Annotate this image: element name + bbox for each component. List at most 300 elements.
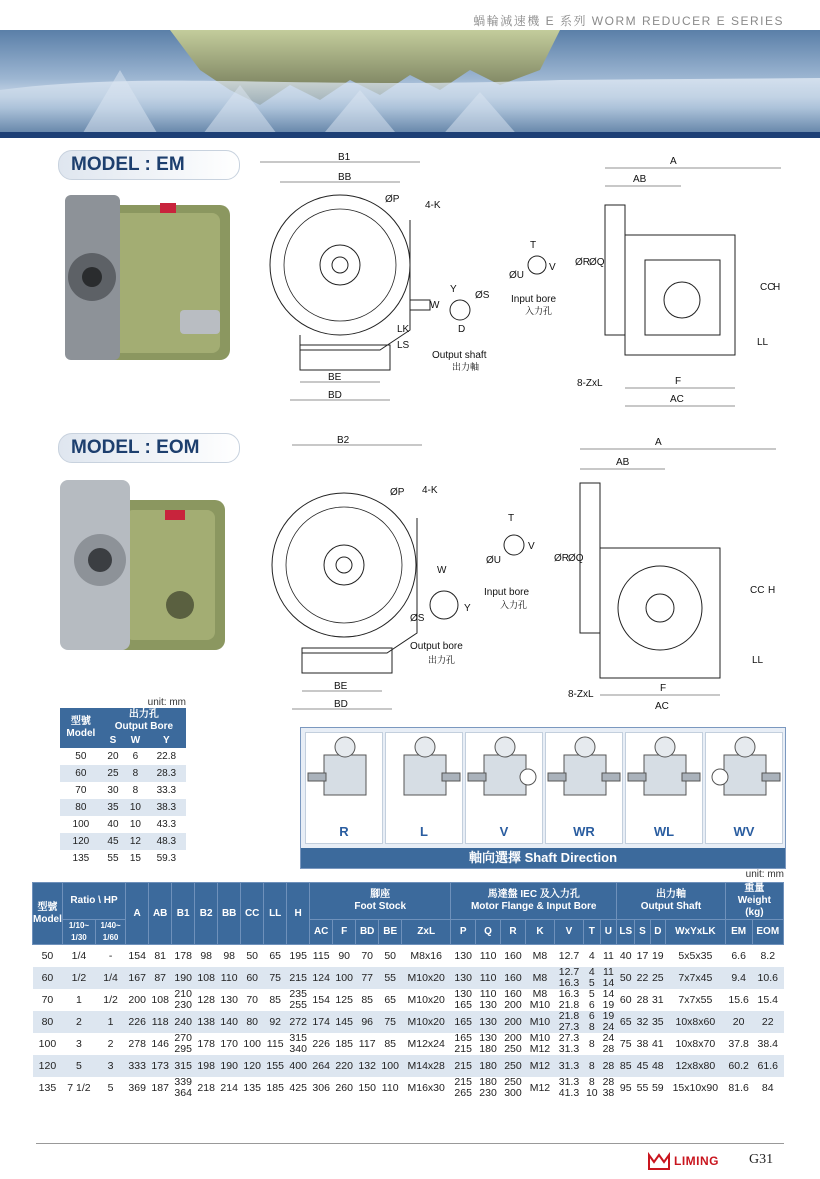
- direction-wr-icon: [546, 733, 622, 813]
- specification-table: [32, 882, 784, 1099]
- spec-table-cell: 65: [384, 993, 397, 1006]
- spec-table-cell: 167: [126, 967, 149, 989]
- spec-table-cell: 115: [266, 1037, 284, 1050]
- subheader-shaft-0: LS: [617, 920, 635, 945]
- lbl-zxl-eom: 8-ZxL: [568, 689, 594, 700]
- lbl-y-eom: Y: [464, 603, 471, 614]
- spec-table-cell: 100: [38, 1037, 57, 1050]
- spec-table-cell: 98: [223, 949, 236, 962]
- spec-table-cell: 146: [151, 1037, 169, 1050]
- spec-table-cell: 9.4: [725, 967, 752, 989]
- bore-table-cell: 80: [60, 799, 102, 816]
- spec-table-cell: 190: [218, 1055, 241, 1077]
- spec-table-cell: 90: [338, 949, 351, 962]
- lbl-input-bore-cn: 入力孔: [525, 307, 553, 317]
- spec-table-cell: 19: [651, 949, 664, 962]
- spec-table-row: [33, 967, 784, 989]
- lbl-lk: LK: [397, 324, 410, 335]
- hdr-b2: B2: [195, 883, 218, 945]
- spec-table-cell: 8.2: [760, 949, 776, 962]
- main-table-unit: unit: mm: [745, 869, 784, 880]
- bore-table-row: [60, 748, 186, 765]
- direction-wv-icon: [706, 733, 782, 813]
- spec-table-cell: 85: [617, 1055, 635, 1077]
- spec-table-cell: M8: [525, 967, 554, 989]
- subheader-foot-4: ZxL: [402, 920, 451, 945]
- spec-table-cell: 240: [172, 1011, 195, 1033]
- direction-v-icon: [466, 733, 542, 813]
- subheader-foot-2: BD: [356, 920, 379, 945]
- spec-table-cell: 120: [33, 1055, 63, 1077]
- spec-table-cell: 140: [218, 1011, 241, 1033]
- spec-table-cell: 1/2: [62, 967, 95, 989]
- spec-table-cell: 125: [335, 993, 353, 1006]
- lbl-b2: B2: [337, 435, 350, 446]
- lbl-input-bore-eom-cn: 入力孔: [500, 601, 528, 611]
- spec-table-cell: 8 10: [585, 1076, 598, 1099]
- direction-l-label: L: [420, 824, 428, 839]
- spec-table-cell: 400: [287, 1055, 310, 1077]
- bore-table-cell: 12: [124, 833, 146, 850]
- spec-table-cell: 80: [241, 1011, 264, 1033]
- direction-wr-label: WR: [573, 824, 595, 839]
- spec-table-cell: 5: [62, 1055, 95, 1077]
- direction-wl-icon: [626, 733, 702, 813]
- lbl-ll-eom: LL: [752, 655, 764, 666]
- eom-gearbox-photo: [55, 470, 235, 675]
- spec-table-cell: 28 38: [602, 1076, 615, 1099]
- direction-wl-label: WL: [653, 824, 675, 839]
- bore-table-cell: 38.3: [147, 799, 186, 816]
- spec-table-cell: 174: [310, 1011, 333, 1033]
- spec-table-cell: 50: [384, 949, 397, 962]
- spec-table-cell: 55: [379, 967, 402, 989]
- spec-table-cell: 70: [246, 993, 259, 1006]
- bore-table-cell: 135: [72, 853, 90, 864]
- spec-table-cell: 135: [243, 1081, 261, 1094]
- lbl-v: V: [549, 262, 556, 273]
- spec-table-cell: 214: [220, 1081, 238, 1094]
- lbl-bd-eom: BD: [334, 699, 348, 710]
- section-title-em-text: MODEL : EM: [71, 154, 185, 175]
- bore-table-cell: 20: [107, 751, 119, 762]
- lbl-ll: LL: [757, 337, 769, 348]
- bore-table-cell: 30: [107, 785, 119, 796]
- spec-table-cell: 45: [635, 1055, 650, 1077]
- hdr-ratio-b: 1/40~ 1/60: [96, 920, 126, 945]
- spec-table-cell: 12.7 16.3: [554, 967, 583, 989]
- bore-table-cell: 8: [124, 765, 146, 782]
- spec-table-cell: 160: [501, 967, 526, 989]
- spec-table-cell: 130: [220, 993, 238, 1006]
- spec-table-cell: 59: [651, 1081, 664, 1094]
- lbl-4k: 4-K: [425, 200, 441, 211]
- spec-table-cell: 260: [335, 1081, 353, 1094]
- spec-table-cell: 170: [220, 1037, 238, 1050]
- spec-table-cell: 85: [361, 993, 374, 1006]
- lbl-h-eom: H: [768, 585, 776, 596]
- spec-table-cell: 120: [241, 1055, 264, 1077]
- hdr-bb: BB: [218, 883, 241, 945]
- spec-table-cell: 60: [241, 967, 264, 989]
- spec-table-row: [33, 945, 784, 968]
- bore-table-cell: 70: [75, 785, 87, 796]
- spec-table-cell: 178: [174, 949, 192, 962]
- eom-front-drawing: [262, 433, 502, 718]
- spec-table-cell: 272: [287, 1011, 310, 1033]
- lbl-s: ØS: [475, 290, 490, 301]
- banner-stripe: [0, 132, 820, 138]
- spec-table-cell: 306: [312, 1081, 330, 1094]
- section-title-eom: [58, 433, 240, 463]
- direction-option-wl: [625, 732, 703, 844]
- lbl-u: ØU: [509, 270, 524, 281]
- spec-table-cell: 60: [33, 967, 63, 989]
- spec-table-cell: 14 19: [602, 988, 615, 1011]
- spec-table-cell: 315 340: [289, 1032, 307, 1055]
- lbl-s-eom: ØS: [410, 613, 425, 624]
- spec-table-cell: 108: [151, 993, 169, 1006]
- spec-table-cell: 81: [154, 949, 167, 962]
- bore-table-cell: 10: [124, 799, 146, 816]
- bore-table-cell: 35: [102, 799, 124, 816]
- spec-table-cell: 108: [195, 967, 218, 989]
- lbl-p-eom: ØP: [390, 487, 405, 498]
- lbl-4k-eom: 4-K: [422, 485, 438, 496]
- lbl-cc-eom: CC: [750, 585, 765, 596]
- spec-table-cell: 7 1/2: [67, 1081, 91, 1094]
- direction-r-label: R: [339, 824, 349, 839]
- subheader-foot-0: AC: [310, 920, 333, 945]
- spec-table-cell: 180 230: [479, 1076, 497, 1099]
- lbl-a: A: [670, 156, 677, 167]
- spec-table-cell: 110: [479, 949, 497, 962]
- spec-table-cell: 21.8 27.3: [554, 1011, 583, 1033]
- spec-table-cell: 28: [636, 993, 649, 1006]
- spec-table-cell: 110: [218, 967, 241, 989]
- spec-table-cell: 250: [501, 1055, 526, 1077]
- spec-table-cell: 250 300: [504, 1076, 522, 1099]
- spec-table-cell: 61.6: [752, 1055, 783, 1077]
- spec-table-cell: 35: [650, 1011, 665, 1033]
- lbl-output-bore: Output bore: [410, 641, 463, 652]
- lbl-cc: CC: [760, 282, 775, 293]
- spec-table-cell: 235 255: [289, 988, 307, 1011]
- footer-divider: [36, 1143, 784, 1144]
- output-bore-table: [60, 697, 186, 867]
- direction-wv-label: WV: [733, 824, 755, 839]
- spec-table-cell: 2: [107, 1037, 114, 1050]
- subheader-motor-5: T: [583, 920, 600, 945]
- hdr-cc: CC: [241, 883, 264, 945]
- bore-table-cell: 59.3: [156, 853, 177, 864]
- spec-table-cell: 155: [264, 1055, 287, 1077]
- hdr-output-shaft: 出力軸 Output Shaft: [617, 883, 726, 920]
- spec-table-cell: 200: [128, 993, 146, 1006]
- spec-table-cell: 185: [266, 1081, 284, 1094]
- direction-option-v: [465, 732, 543, 844]
- spec-table-cell: 215: [451, 1055, 476, 1077]
- spec-table-cell: 40: [619, 949, 632, 962]
- lbl-r-eom: ØR: [554, 553, 569, 564]
- spec-table-cell: M8 M10: [529, 988, 551, 1011]
- lbl-bb: BB: [338, 172, 352, 183]
- spec-table-cell: 130: [476, 1011, 501, 1033]
- spec-table-cell: 22: [635, 967, 650, 989]
- spec-table-cell: 178: [197, 1037, 215, 1050]
- lbl-t: T: [530, 240, 537, 251]
- spec-table-cell: M10 M12: [529, 1032, 551, 1055]
- bore-table-row: [60, 765, 186, 782]
- spec-table-cell: 1: [76, 993, 82, 1006]
- lbl-output-bore-cn: 出力孔: [428, 656, 456, 666]
- spec-table-cell: 5x5x35: [678, 949, 713, 962]
- spec-table-cell: 70: [361, 949, 374, 962]
- spec-table-cell: 37.8: [728, 1037, 749, 1050]
- lbl-w-eom: W: [437, 565, 447, 576]
- spec-table-cell: 160: [504, 949, 522, 962]
- bore-table-cell: 43.3: [156, 819, 177, 830]
- spec-table-cell: 195: [289, 949, 307, 962]
- direction-option-wv: [705, 732, 783, 844]
- spec-table-cell: 315: [172, 1055, 195, 1077]
- subheader-motor-3: K: [525, 920, 554, 945]
- bore-group-header: 出力孔 Output Bore: [102, 708, 186, 734]
- lbl-q-eom: ØQ: [568, 553, 584, 564]
- lbl-be: BE: [328, 372, 342, 383]
- spec-table-row: [33, 1011, 784, 1033]
- worm-gear-graphic: [0, 30, 820, 138]
- bore-col-w: W: [124, 734, 146, 748]
- spec-table-cell: M8: [532, 949, 548, 962]
- spec-table-cell: 12x8x80: [665, 1055, 725, 1077]
- hdr-ll: LL: [264, 883, 287, 945]
- spec-table-cell: 218: [197, 1081, 215, 1094]
- spec-table-cell: 31.3 41.3: [558, 1076, 580, 1099]
- hdr-ratio-a: 1/10~ 1/30: [62, 920, 95, 945]
- bore-table-cell: 10: [129, 819, 141, 830]
- lbl-a-eom: A: [655, 437, 662, 448]
- spec-table-cell: 8: [588, 1037, 595, 1050]
- lbl-be-eom: BE: [334, 681, 348, 692]
- lbl-ab-eom: AB: [616, 457, 630, 468]
- spec-table-cell: 27.3 31.3: [558, 1032, 580, 1055]
- spec-table-cell: 425: [289, 1081, 307, 1094]
- bore-table-cell: 33.3: [156, 785, 177, 796]
- subheader-motor-0: P: [451, 920, 476, 945]
- spec-table-cell: 41: [651, 1037, 664, 1050]
- spec-table-cell: M16x30: [407, 1081, 445, 1094]
- spec-table-row: [33, 1055, 784, 1077]
- spec-table-cell: 85: [269, 993, 282, 1006]
- spec-table-cell: 165: [451, 1011, 476, 1033]
- spec-table-cell: 180: [476, 1055, 501, 1077]
- spec-table-cell: 128: [197, 993, 215, 1006]
- spec-table-cell: 333: [126, 1055, 149, 1077]
- spec-table-cell: 270 295: [174, 1032, 192, 1055]
- spec-table-cell: 38: [636, 1037, 649, 1050]
- spec-table-cell: 198: [195, 1055, 218, 1077]
- bore-table-row: [60, 833, 186, 850]
- spec-table-cell: 165 215: [454, 1032, 472, 1055]
- spec-table-cell: 1/4: [71, 949, 87, 962]
- bore-col-s: S: [102, 734, 124, 748]
- em-gearbox-photo: [60, 185, 240, 390]
- spec-table-cell: 7x7x45: [665, 967, 725, 989]
- spec-table-cell: 210 230: [174, 988, 192, 1011]
- spec-table-cell: 110 130: [479, 988, 497, 1011]
- spec-table-cell: 11: [602, 949, 614, 962]
- spec-table-cell: 2: [62, 1011, 95, 1033]
- spec-table-cell: 10.6: [752, 967, 783, 989]
- shaft-direction-title: 軸向選擇 Shaft Direction: [301, 848, 785, 868]
- bore-table-cell: 100: [72, 819, 90, 830]
- bore-model-header: 型號 Model: [60, 708, 102, 748]
- bore-table-cell: 55: [107, 853, 119, 864]
- spec-table-cell: 15.4: [757, 993, 778, 1006]
- spec-table-cell: 173: [149, 1055, 172, 1077]
- spec-table-cell: 92: [264, 1011, 287, 1033]
- spec-table-cell: M10x20: [402, 967, 451, 989]
- bore-table-unit: unit: mm: [147, 697, 186, 708]
- spec-table-cell: 24 28: [602, 1032, 615, 1055]
- spec-table-cell: 96: [356, 1011, 379, 1033]
- spec-table-cell: 115: [312, 949, 330, 962]
- spec-table-cell: 100: [333, 967, 356, 989]
- bore-table-cell: 25: [102, 765, 124, 782]
- spec-table-cell: 124: [310, 967, 333, 989]
- spec-table-cell: 75: [264, 967, 287, 989]
- spec-table-cell: 7x7x55: [678, 993, 713, 1006]
- spec-table-cell: M14x28: [402, 1055, 451, 1077]
- spec-table-cell: 138: [195, 1011, 218, 1033]
- hdr-ratio: Ratio \ HP: [62, 883, 125, 920]
- direction-r-icon: [306, 733, 382, 813]
- spec-table-cell: 130 180: [479, 1032, 497, 1055]
- spec-table-cell: 50: [246, 949, 259, 962]
- lbl-t-eom: T: [508, 513, 515, 524]
- spec-table-cell: M10x20: [407, 993, 445, 1006]
- subheader-motor-1: Q: [476, 920, 501, 945]
- lbl-ac-eom: AC: [655, 701, 669, 712]
- spec-table-cell: 160 200: [504, 988, 522, 1011]
- direction-v-label: V: [499, 824, 509, 839]
- spec-table-cell: 17: [636, 949, 649, 962]
- hdr-model: 型號 Model: [33, 883, 63, 945]
- spec-table-cell: 6.6: [731, 949, 746, 962]
- spec-table-row: [33, 1033, 784, 1055]
- bore-table-row: [60, 799, 186, 816]
- lbl-ls: LS: [397, 340, 410, 351]
- spec-table-cell: -: [108, 949, 113, 962]
- hdr-ab: AB: [149, 883, 172, 945]
- spec-table-cell: 5: [107, 1081, 114, 1094]
- brand-logo: [648, 1151, 719, 1171]
- spec-table-cell: 200: [501, 1011, 526, 1033]
- spec-table-cell: 31: [651, 993, 664, 1006]
- spec-table-row: [33, 989, 784, 1011]
- spec-table-cell: 81.6: [728, 1081, 749, 1094]
- spec-table-cell: 118: [149, 1011, 172, 1033]
- section-title-eom-text: MODEL : EOM: [71, 437, 200, 458]
- spec-table-cell: 85: [384, 1037, 397, 1050]
- bore-table-row: [60, 782, 186, 799]
- lbl-f: F: [675, 376, 682, 387]
- subheader-weight-1: EOM: [752, 920, 783, 945]
- subheader-motor-6: U: [600, 920, 617, 945]
- spec-table-cell: 154: [128, 949, 146, 962]
- spec-table-cell: 110: [476, 967, 501, 989]
- spec-table-cell: 10x8x70: [675, 1037, 716, 1050]
- spec-table-cell: 84: [761, 1081, 774, 1094]
- lbl-b1: B1: [338, 152, 351, 163]
- direction-option-wr: [545, 732, 623, 844]
- direction-l-icon: [386, 733, 462, 813]
- spec-table-cell: 3: [96, 1055, 126, 1077]
- spec-table-cell: 1/4: [96, 967, 126, 989]
- spec-table-cell: 135: [38, 1081, 57, 1094]
- em-front-drawing: [260, 150, 510, 415]
- spec-table-cell: 226: [126, 1011, 149, 1033]
- spec-table-cell: 369: [128, 1081, 146, 1094]
- lbl-bd: BD: [328, 390, 342, 401]
- spec-table-cell: 220: [333, 1055, 356, 1077]
- spec-table-cell: 100: [243, 1037, 261, 1050]
- spec-table-cell: 278: [128, 1037, 146, 1050]
- spec-table-cell: 20: [725, 1011, 752, 1033]
- spec-table-cell: 10x8x60: [665, 1011, 725, 1033]
- em-side-drawing: [505, 150, 785, 415]
- spec-table-cell: 16.3 21.8: [558, 988, 580, 1011]
- spec-table-cell: 8: [583, 1055, 600, 1077]
- spec-table-cell: M10x20: [402, 1011, 451, 1033]
- hdr-b1: B1: [172, 883, 195, 945]
- lbl-f-eom: F: [660, 683, 667, 694]
- bore-col-y: Y: [147, 734, 186, 748]
- spec-table-cell: 264: [310, 1055, 333, 1077]
- lbl-output-shaft-cn: 出力軸: [452, 363, 480, 373]
- bore-table-cell: 6: [132, 751, 139, 762]
- subheader-motor-2: R: [501, 920, 526, 945]
- liming-logo-icon: [648, 1152, 670, 1170]
- spec-table-cell: 98: [200, 949, 213, 962]
- spec-table-cell: 200 250: [504, 1032, 522, 1055]
- lbl-ab: AB: [633, 174, 647, 185]
- bore-table-cell: 8: [132, 785, 139, 796]
- spec-table-cell: 15.6: [728, 993, 749, 1006]
- subheader-foot-1: F: [333, 920, 356, 945]
- lbl-y: Y: [450, 284, 457, 295]
- spec-table-cell: 130: [454, 949, 472, 962]
- spec-table-cell: 48: [650, 1055, 665, 1077]
- subheader-motor-4: V: [554, 920, 583, 945]
- bore-table-cell: 48.3: [147, 833, 186, 850]
- spec-table-cell: 55: [636, 1081, 649, 1094]
- header-banner: [0, 30, 820, 138]
- spec-table-cell: 22: [752, 1011, 783, 1033]
- lbl-r: ØR: [575, 257, 590, 268]
- spec-table-cell: 154: [312, 993, 330, 1006]
- bore-table-cell: 60: [60, 765, 102, 782]
- spec-table-cell: 75: [619, 1037, 632, 1050]
- spec-table-cell: 77: [356, 967, 379, 989]
- spec-table-cell: 95: [619, 1081, 632, 1094]
- spec-table-cell: 130 165: [454, 988, 472, 1011]
- bore-table-row: [60, 850, 186, 867]
- lbl-h: H: [773, 282, 781, 293]
- spec-table-cell: 1: [96, 1011, 126, 1033]
- bore-table-cell: 120: [60, 833, 102, 850]
